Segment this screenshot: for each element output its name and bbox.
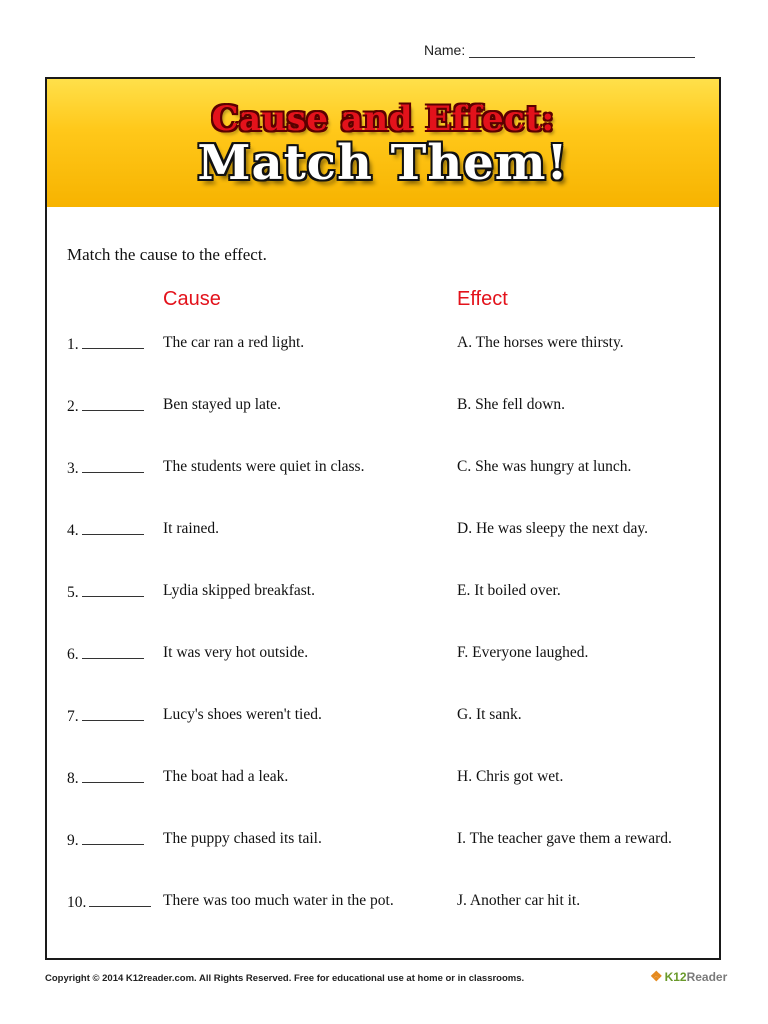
row-number: [67, 830, 144, 850]
match-row: [47, 582, 719, 606]
cause-text: The students were quiet in class.: [163, 458, 365, 475]
logo-k12: K12: [664, 969, 687, 984]
effect-text: H. Chris got wet.: [457, 768, 564, 785]
match-row: [47, 520, 719, 544]
answer-blank[interactable]: [82, 768, 144, 783]
cause-text: There was too much water in the pot.: [163, 892, 394, 909]
row-number: [67, 520, 144, 540]
cause-text: Ben stayed up late.: [163, 396, 281, 413]
row-number-label: 5.: [67, 584, 79, 601]
worksheet: [45, 77, 721, 960]
k12reader-logo: [650, 968, 727, 985]
title-main: Match Them!: [197, 135, 569, 191]
row-number: [67, 892, 151, 912]
match-row: [47, 768, 719, 792]
book-pages-icon: ❖: [650, 968, 663, 984]
effect-text: B. She fell down.: [457, 396, 566, 413]
cause-text: The boat had a leak.: [163, 768, 289, 785]
cause-text: Lucy's shoes weren't tied.: [163, 706, 322, 723]
name-field: [424, 42, 695, 58]
row-number-label: 4.: [67, 522, 79, 539]
cause-text: The car ran a red light.: [163, 334, 305, 351]
match-row: [47, 396, 719, 420]
row-number: [67, 582, 144, 602]
copyright-footer: Copyright © 2014 K12reader.com. All Rights Reserved. Free for educational use at home or in classrooms.: [45, 973, 525, 984]
row-number-label: 9.: [67, 832, 79, 849]
answer-blank[interactable]: [82, 582, 144, 597]
match-row: [47, 644, 719, 668]
cause-text: It was very hot outside.: [163, 644, 309, 661]
cause-column-heading: Cause: [163, 288, 221, 310]
answer-blank[interactable]: [82, 334, 144, 349]
row-number-label: 10.: [67, 894, 87, 911]
match-row: [47, 706, 719, 730]
effect-text: J. Another car hit it.: [457, 892, 581, 909]
title-top: Cause and Effect:: [211, 99, 555, 139]
instructions: Match the cause to the effect.: [67, 245, 267, 264]
logo-reader: Reader: [686, 969, 728, 984]
effect-text: F. Everyone laughed.: [457, 644, 589, 661]
row-number-label: 6.: [67, 646, 79, 663]
row-number: [67, 706, 144, 726]
name-blank-line: [469, 44, 695, 58]
cause-text: Lydia skipped breakfast.: [163, 582, 315, 599]
match-row: [47, 458, 719, 482]
row-number-label: 1.: [67, 336, 79, 353]
row-number: [67, 334, 144, 354]
answer-blank[interactable]: [82, 458, 144, 473]
effect-text: D. He was sleepy the next day.: [457, 520, 648, 537]
row-number: [67, 396, 144, 416]
answer-blank[interactable]: [89, 892, 151, 907]
effect-text: C. She was hungry at lunch.: [457, 458, 632, 475]
effect-text: A. The horses were thirsty.: [457, 334, 624, 351]
row-number-label: 7.: [67, 708, 79, 725]
answer-blank[interactable]: [82, 706, 144, 721]
answer-blank[interactable]: [82, 520, 144, 535]
answer-blank[interactable]: [82, 644, 144, 659]
answer-blank[interactable]: [82, 830, 144, 845]
match-row: [47, 334, 719, 358]
row-number-label: 3.: [67, 460, 79, 477]
effect-column-heading: Effect: [457, 288, 508, 310]
row-number: [67, 458, 144, 478]
match-row: [47, 892, 719, 916]
effect-text: E. It boiled over.: [457, 582, 561, 599]
row-number-label: 8.: [67, 770, 79, 787]
row-number-label: 2.: [67, 398, 79, 415]
name-label: Name:: [424, 42, 466, 58]
cause-text: The puppy chased its tail.: [163, 830, 322, 847]
effect-text: I. The teacher gave them a reward.: [457, 830, 672, 847]
row-number: [67, 644, 144, 664]
row-number: [67, 768, 144, 788]
title-banner: [47, 79, 719, 207]
match-row: [47, 830, 719, 854]
effect-text: G. It sank.: [457, 706, 522, 723]
cause-text: It rained.: [163, 520, 219, 537]
answer-blank[interactable]: [82, 396, 144, 411]
